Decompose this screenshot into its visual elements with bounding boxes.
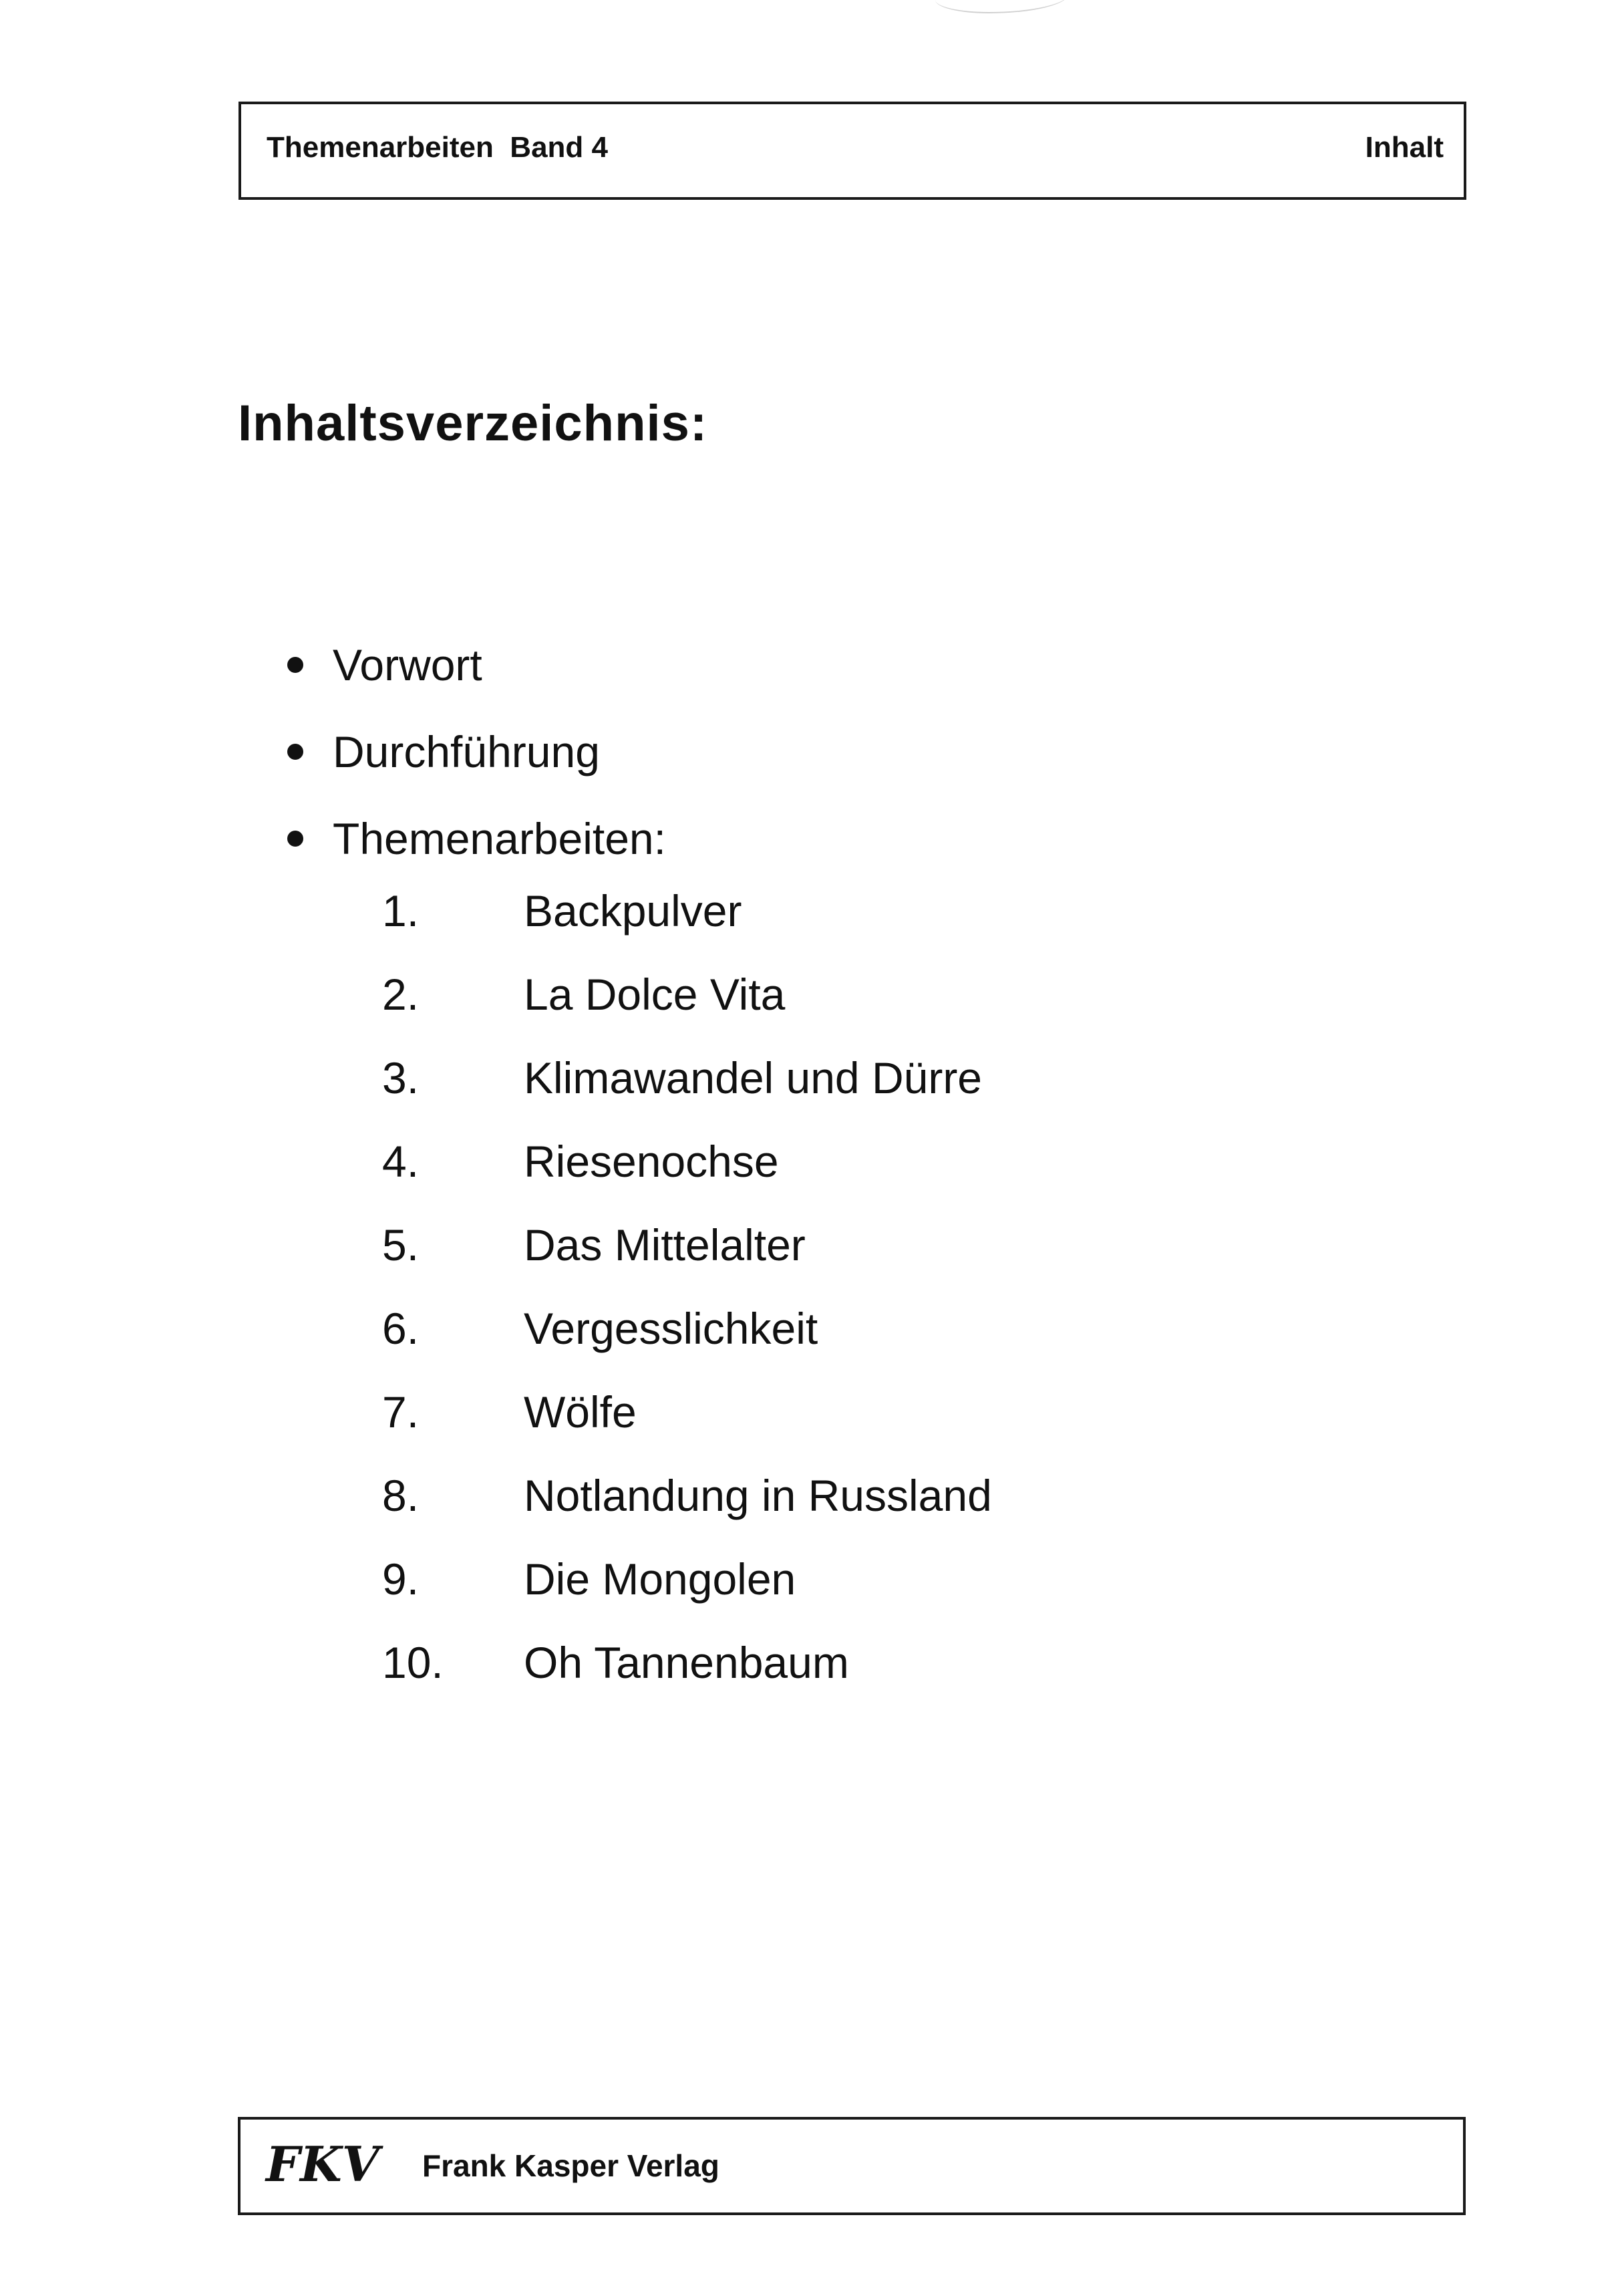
topic-label: Backpulver [524, 885, 742, 936]
topic-number: 3. [382, 1052, 420, 1103]
topic-number: 1. [382, 885, 420, 936]
bullet-label: Themenarbeiten: [333, 814, 666, 863]
topics-list [382, 869, 992, 1704]
bullet-item-durchfuehrung [281, 708, 666, 795]
topic-item [382, 1203, 992, 1286]
scan-artifact [935, 0, 1069, 13]
bullet-label: Vorwort [333, 640, 482, 690]
bullet-dot-icon [287, 657, 303, 673]
topic-label: La Dolce Vita [524, 969, 786, 1019]
topic-item [382, 1119, 992, 1203]
topic-number: 9. [382, 1554, 420, 1604]
topic-label: Klimawandel und Dürre [524, 1052, 983, 1103]
bullet-dot-icon [287, 744, 303, 760]
header-book-title: Themenarbeiten Band 4 [267, 131, 609, 164]
topic-item [382, 1453, 992, 1537]
topic-label: Riesenochse [524, 1136, 779, 1186]
topic-label: Vergesslichkeit [524, 1303, 818, 1353]
topic-label: Das Mittelalter [524, 1219, 806, 1270]
bullet-list [281, 621, 666, 882]
header-section-label: Inhalt [1365, 131, 1444, 164]
topic-number: 10. [382, 1637, 444, 1687]
topic-label: Wölfe [524, 1387, 637, 1437]
topic-number: 6. [382, 1303, 420, 1353]
topic-label: Notlandung in Russland [524, 1470, 992, 1520]
topic-number: 2. [382, 969, 420, 1019]
topic-number: 7. [382, 1387, 420, 1437]
page-footer [238, 2117, 1466, 2215]
bullet-item-vorwort [281, 621, 666, 708]
page-header [238, 102, 1466, 200]
topic-item [382, 1537, 992, 1620]
topic-label: Die Mongolen [524, 1554, 796, 1604]
topic-item [382, 1620, 992, 1704]
svg-text:FKV: FKV [266, 2136, 379, 2192]
topic-number: 4. [382, 1136, 420, 1186]
topic-item [382, 952, 992, 1036]
topic-number: 5. [382, 1219, 420, 1270]
topic-item [382, 1370, 992, 1453]
fkv-logo-icon [263, 2128, 397, 2201]
topic-item [382, 1286, 992, 1370]
topic-label: Oh Tannenbaum [524, 1637, 849, 1687]
topic-number: 8. [382, 1470, 420, 1520]
bullet-label: Durchführung [333, 727, 600, 776]
bullet-dot-icon [287, 831, 303, 847]
page-title: Inhaltsverzeichnis: [238, 395, 708, 452]
topic-item [382, 1036, 992, 1119]
topic-item [382, 869, 992, 952]
publisher-name: Frank Kasper Verlag [422, 2148, 719, 2183]
